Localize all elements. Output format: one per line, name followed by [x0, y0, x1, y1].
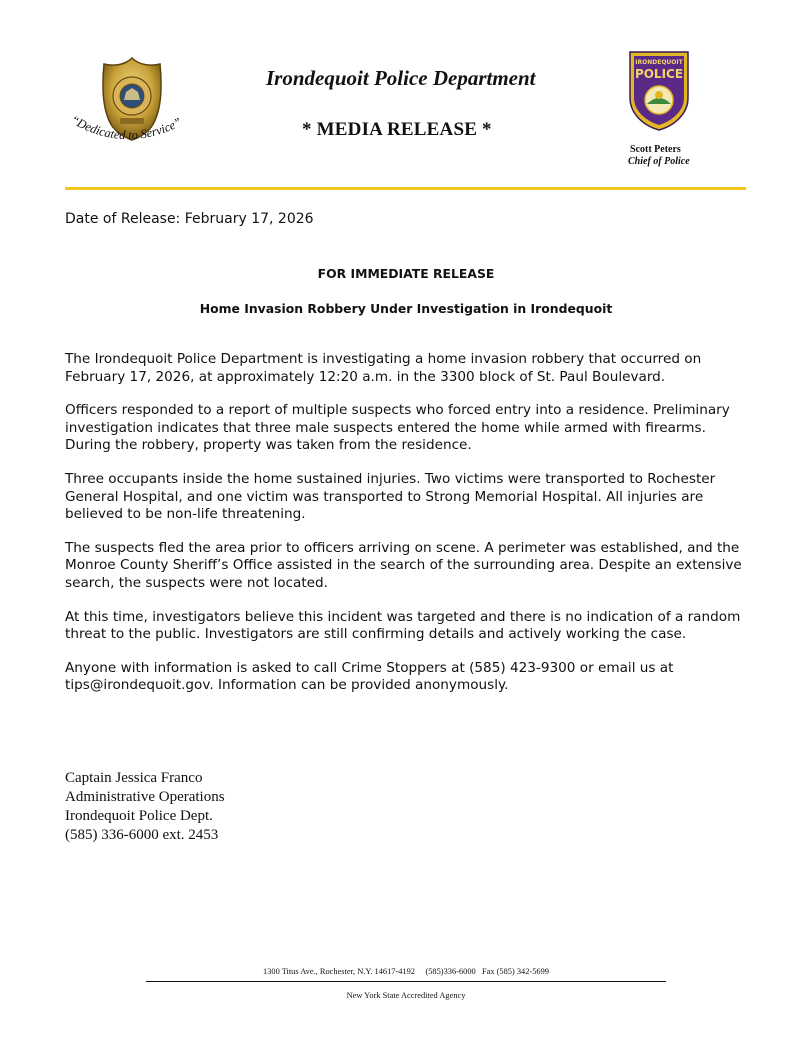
- motto-text: [64, 108, 204, 156]
- signature-name: Captain Jessica Franco: [65, 770, 203, 786]
- signature-division: Administrative Operations: [65, 789, 225, 805]
- body-paragraph: The Irondequoit Police Department is investigating a home invasion robbery that occurred on February 17, 2026, at approximately 12:20 a.m. in the 3300 block of St. Paul Boulevard.: [65, 351, 702, 385]
- patch-top-text: IRONDEQUOIT: [635, 59, 683, 66]
- media-release-title: * MEDIA RELEASE *: [302, 119, 492, 140]
- footer-accreditation: New York State Accredited Agency: [346, 991, 466, 1000]
- header-divider: [65, 187, 746, 190]
- body-paragraph: At this time, investigators believe this incident was targeted and there is no indication of a random threat to the public. Investigators are still confirming details and actively working the case.: [65, 608, 741, 643]
- svg-text:“Dedicated to Service”: “Dedicated to Service”: [68, 112, 184, 143]
- release-date: Date of Release: February 17, 2026: [65, 211, 314, 227]
- police-patch-logo: [626, 48, 692, 132]
- body-paragraph: Officers responded to a report of multiple suspects who forced entry into a residence. Preliminary investigation indicates that three male suspects entered the home while armed with firearms. During the robbery, property was taken from the residence.: [65, 402, 730, 454]
- footer-divider: [146, 981, 666, 982]
- immediate-release-label: FOR IMMEDIATE RELEASE: [317, 266, 495, 281]
- body-paragraph: The suspects fled the area prior to officers arriving on scene. A perimeter was established, and the Monroe County Sheriff’s Office assisted in the search of the surrounding area. Despite an extensive search, the suspects were not located.: [65, 539, 742, 591]
- patch-main-text: POLICE: [634, 67, 684, 81]
- chief-name: Scott Peters: [630, 144, 681, 155]
- body-paragraph: Anyone with information is asked to call Crime Stoppers at (585) 423-9300 or email us at tips@irondequoit.gov. Information can be provided anonymously.: [65, 659, 674, 694]
- release-headline: Home Invasion Robbery Under Investigation in Irondequoit: [199, 301, 613, 316]
- signature-agency: Irondequoit Police Dept.: [65, 808, 213, 824]
- release-body: [65, 351, 751, 711]
- department-title: Irondequoit Police Department: [266, 66, 536, 90]
- signature-phone: (585) 336-6000 ext. 2453: [65, 827, 219, 843]
- chief-title: Chief of Police: [628, 156, 690, 167]
- body-paragraph: Three occupants inside the home sustained injuries. Two victims were transported to Rochester General Hospital, and one victim was transported to Strong Memorial Hospital. All injuries are believed to be non-life threatening.: [65, 470, 716, 523]
- footer-address: 1300 Titus Ave., Rochester, N.Y. 14617-4192 (585)336-6000 Fax (585) 342-5699: [263, 967, 549, 976]
- signature-block: [65, 769, 225, 845]
